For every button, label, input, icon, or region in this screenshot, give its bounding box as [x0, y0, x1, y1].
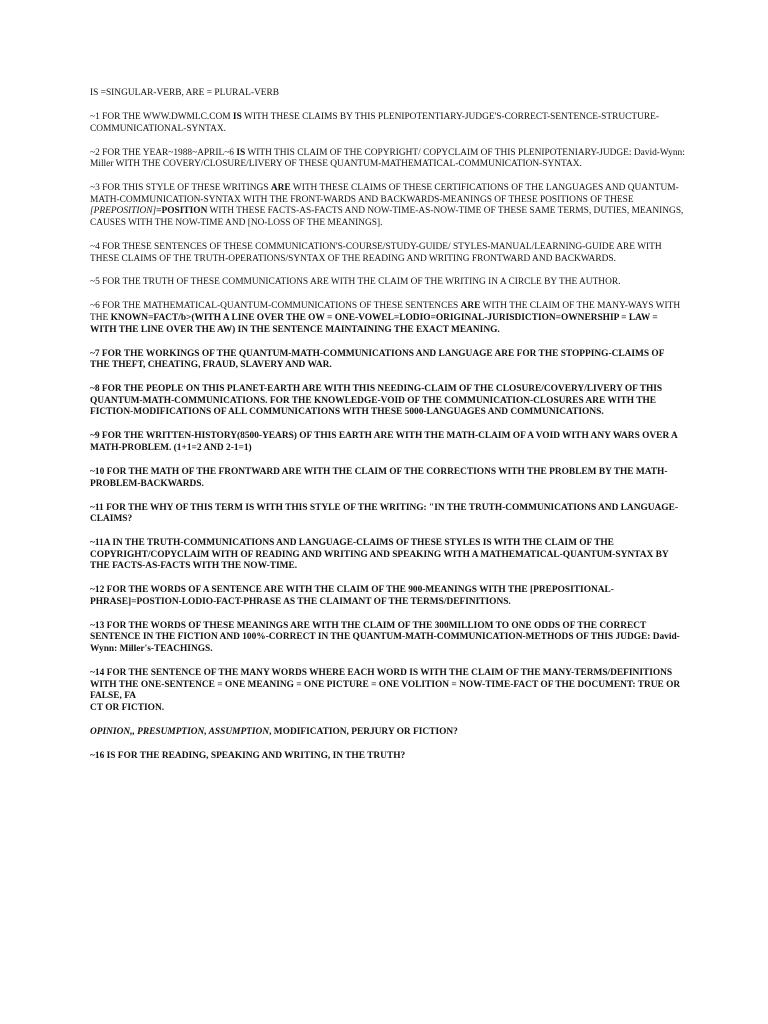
paragraph-text-segment: WITH THESE CLAIMS OF THESE CERTIFICATIONS OF THE LANGUAGES AND QUANTUM-MATH-COMMUNICATION-SYNTAX WITH THE FRONT-WARDS AND BACKWARDS-MEANINGS OF THESE POSITIONS OF THESE — [90, 183, 679, 205]
paragraph-text-segment: ~1 FOR THE WWW.DWMLC.COM — [90, 111, 233, 122]
paragraph — [90, 88, 686, 100]
paragraph-text-segment: IS =SINGULAR-VERB, ARE = PLURAL-VERB — [90, 88, 279, 98]
paragraph-text-segment: IS — [236, 147, 246, 158]
paragraph — [90, 668, 686, 714]
paragraph — [90, 349, 686, 372]
paragraph — [90, 621, 686, 656]
paragraph-text-segment: ~7 FOR THE WORKINGS OF THE QUANTUM-MATH-COMMUNICATIONS AND LANGUAGE ARE FOR THE STOPPING-CLAIMS OF THE THEFT, CHEATING, FRAUD, SLAVERY AND WAR. — [90, 348, 665, 371]
paragraph — [90, 431, 686, 454]
paragraph-text-segment: ~11A IN THE TRUTH-COMMUNICATIONS AND LANGUAGE-CLAIMS OF THESE STYLES IS WITH THE CLAIM OF THE COPYRIGHT/COPYCLAIM WITH OF READING AND WRITING AND SPEAKING WITH A MATHEMATICAL-QUANTUM-SYNTAX BY THE FACTS-AS-FACTS WITH THE NOW-TIME. — [90, 538, 669, 572]
paragraph-text-segment: KNOWN=FACT/b>(WITH A LINE OVER THE OW = ONE-VOWEL=LODIO=ORIGINAL-JURISDICTION=OWNERSHIP = LAW = WITH THE LINE OVER THE AW) IN THE SENTENCE MAINTAINING THE EXACT MEANING. — [90, 313, 658, 335]
paragraph-text-segment: , MODIFICATION, PERJURY OR FICTION? — [269, 726, 458, 737]
paragraph-text-segment: ~9 FOR THE WRITTEN-HISTORY(8500-YEARS) OF THIS EARTH ARE WITH THE MATH-CLAIM OF A VOID WITH ANY WARS OVER A MATH-PROBLEM. (1+1=2 AND 2-1=1) — [90, 431, 678, 453]
paragraph-text-segment: ~4 FOR THESE SENTENCES OF THESE COMMUNICATION'S-COURSE/STUDY-GUIDE/ STYLES-MANUAL/LEARNING-GUIDE ARE WITH THESE CLAIMS OF THE TRUTH-OPERATIONS/SYNTAX OF THE READING AND WRITING FRONTWARD AND BACKWARDS. — [90, 241, 662, 264]
paragraph — [90, 751, 686, 763]
paragraph-text-segment: CT OR FICTION. — [90, 702, 165, 713]
paragraph-text-segment: ~14 FOR THE SENTENCE OF THE MANY WORDS WHERE EACH WORD IS WITH THE CLAIM OF THE MANY-TERMS/DEFINITIONS WITH THE ONE-SENTENCE = ONE MEANING = ONE PICTURE = ONE VOLITION = NOW-TIME-FACT OF THE DOCUMENT: TRUE OR FALSE, FA — [90, 668, 681, 702]
paragraph-text-segment: ~10 FOR THE MATH OF THE FRONTWARD ARE WITH THE CLAIM OF THE CORRECTIONS WITH THE PROBLEM BY THE MATH-PROBLEM-BACKWARDS. — [90, 466, 668, 489]
paragraph-text-segment: ~16 IS FOR THE READING, SPEAKING AND WRITING, IN THE TRUTH? — [90, 750, 406, 761]
paragraph — [90, 585, 686, 608]
paragraph-text-segment: ~13 FOR THE WORDS OF THESE MEANINGS ARE WITH THE CLAIM OF THE 300MILLIOM TO ONE ODDS OF THE CORRECT SENTENCE IN THE FICTION AND 100%-CORRECT IN THE QUANTUM-MATH-COMMUNICATION-METHODS OF THIS JUDGE: David-Wynn: Miller's-TEACHINGS. — [90, 620, 680, 655]
paragraph — [90, 384, 686, 419]
paragraph-text-segment: ~2 FOR THE YEAR~1988~APRIL~6 — [90, 147, 237, 158]
paragraph-text-segment: ARE — [460, 301, 481, 312]
document-page — [90, 88, 686, 775]
paragraph — [90, 277, 686, 289]
paragraph-text-segment: ~6 FOR THE MATHEMATICAL-QUANTUM-COMMUNICATIONS OF THESE SENTENCES — [90, 301, 461, 312]
paragraph-text-segment: =POSITION — [156, 206, 208, 217]
paragraph — [90, 727, 686, 739]
paragraph — [90, 112, 686, 135]
paragraph-text-segment: WITH THESE FACTS-AS-FACTS AND NOW-TIME-AS-NOW-TIME OF THESE SAME TERMS, DUTIES, MEANINGS, CAUSES WITH THE NOW-TIME AND [NO-LOSS OF THE MEANINGS]. — [90, 206, 684, 228]
paragraph-text-segment: ~5 FOR THE TRUTH OF THESE COMMUNICATIONS ARE WITH THE CLAIM OF THE WRITING IN A CIRCLE BY THE AUTHOR. — [90, 277, 621, 288]
paragraph-text-segment: ARE — [270, 183, 291, 194]
paragraph — [90, 148, 686, 171]
paragraph — [90, 242, 686, 265]
paragraph — [90, 183, 686, 229]
paragraph-text-segment: ~12 FOR THE WORDS OF A SENTENCE ARE WITH THE CLAIM OF THE 900-MEANINGS WITH THE [PREPOSITIONAL-PHRASE]=POSTION-LODIO-FACT-PHRASE AS THE CLAIMANT OF THE TERMS/DEFINITIONS. — [90, 585, 614, 607]
paragraph — [90, 503, 686, 526]
paragraph-text-segment: IS — [232, 111, 242, 122]
paragraph-text-segment: ~8 FOR THE PEOPLE ON THIS PLANET-EARTH ARE WITH THIS NEEDING-CLAIM OF THE CLOSURE/COVERY/LIVERY OF THIS QUANTUM-MATH-COMMUNICATIONS. FOR THE KNOWLEDGE-VOID OF THE COMMUNICATION-CLOSURES ARE WITH THE FICTION-MODIFICATIONS OF ALL COMMUNICATIONS WITH THESE 5000-LANGUAGES AND COMMUNICATIONS. — [90, 384, 663, 418]
paragraph-text-segment: WITH THESE CLAIMS BY THIS PLENIPOTENTIARY-JUDGE'S-CORRECT-SENTENCE-STRUCTURE-COMMUNICATIONAL-SYNTAX. — [90, 111, 659, 134]
paragraph-text-segment: ~3 FOR THIS STYLE OF THESE WRITINGS — [90, 183, 271, 194]
paragraph-text-segment: WITH THE CLAIM OF THE MANY-WAYS WITH THE — [90, 301, 681, 324]
paragraph-text-segment: [PREPOSITION] — [90, 206, 157, 217]
paragraph-text-segment: OPINION,, PRESUMPTION, ASSUMPTION — [90, 726, 270, 737]
paragraph — [90, 301, 686, 336]
paragraph — [90, 538, 686, 573]
paragraph-text-segment: ~11 FOR THE WHY OF THIS TERM IS WITH THIS STYLE OF THE WRITING: "IN THE TRUTH-COMMUNICATIONS AND LANGUAGE-CLAIMS? — [90, 502, 678, 525]
paragraph — [90, 467, 686, 490]
paragraph-text-segment: WITH THIS CLAIM OF THE COPYRIGHT/ COPYCLAIM OF THIS PLENIPOTENIARY-JUDGE: David-Wynn: Miller WITH THE COVERY/CLOSURE/LIVERY OF THESE QUANTUM-MATHEMATICAL-COMMUNICATION-SYNTAX. — [90, 147, 685, 170]
